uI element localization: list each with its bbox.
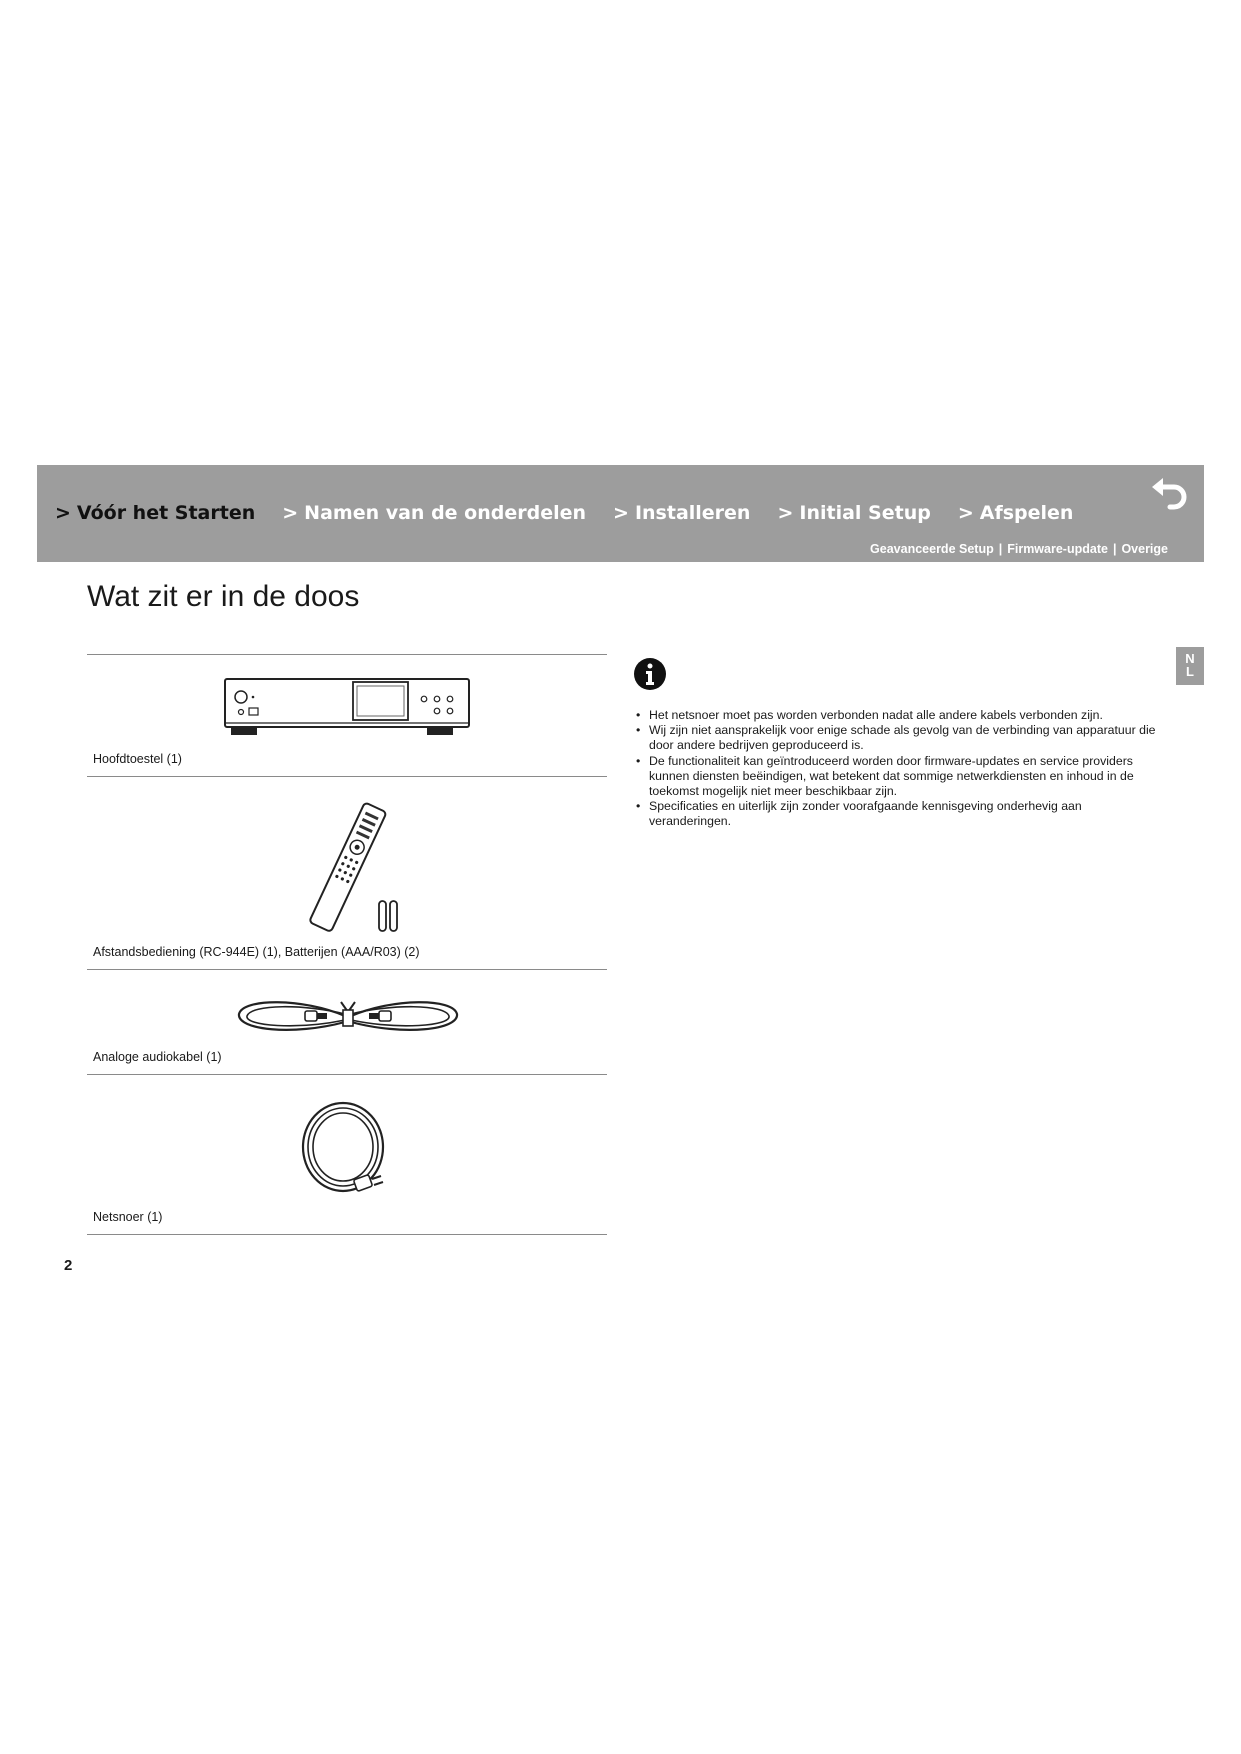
link-firmware-update[interactable]: Firmware-update: [1007, 542, 1108, 556]
tab-arrow: >: [55, 502, 71, 524]
item-caption: Hoofdtoestel (1): [93, 752, 182, 766]
power-cord-illustration: [297, 1099, 397, 1203]
link-geavanceerde-setup[interactable]: Geavanceerde Setup: [870, 542, 994, 556]
note-item: • Het netsnoer moet pas worden verbonden nadat alle andere kabels verbonden zijn.: [636, 708, 1156, 723]
separator: |: [998, 542, 1003, 556]
item-caption: Netsnoer (1): [93, 1210, 163, 1224]
notes-list: [636, 708, 1156, 830]
tab-voor-het-starten[interactable]: [55, 502, 255, 524]
list-item-main-unit: [87, 655, 607, 777]
tab-label: Installeren: [634, 502, 751, 524]
top-navigation-bar: [37, 465, 1204, 562]
item-caption: Analoge audiokabel (1): [93, 1050, 222, 1064]
note-item: • Wij zijn niet aansprakelijk voor enige schade als gevolg van de verbinding van apparatuur die door andere bedrijven geproduceerd is.: [636, 723, 1156, 753]
sub-navigation: [870, 542, 1168, 556]
info-icon: [633, 657, 667, 691]
list-item-power-cord: [87, 1075, 607, 1235]
tab-label: Vóór het Starten: [76, 502, 256, 524]
tab-label: Afspelen: [979, 502, 1074, 524]
tab-installeren[interactable]: [613, 502, 750, 524]
section-tabs: [55, 502, 1100, 524]
tab-namen-van-de-onderdelen[interactable]: [282, 502, 586, 524]
tab-initial-setup[interactable]: [777, 502, 930, 524]
note-item: • Specificaties en uiterlijk zijn zonder voorafgaande kennisgeving onderhevig aan veranderingen.: [636, 799, 1156, 829]
tab-label: Initial Setup: [799, 502, 931, 524]
page-title: Wat zit er in de doos: [87, 580, 360, 613]
list-item-remote-and-batteries: [87, 777, 607, 970]
tab-afspelen[interactable]: [958, 502, 1074, 524]
tab-arrow: >: [777, 502, 794, 524]
tab-arrow: >: [613, 502, 629, 524]
tab-arrow: >: [957, 502, 974, 524]
tab-label: Namen van de onderdelen: [304, 502, 587, 524]
list-item-audio-cable: [87, 970, 607, 1075]
language-tab[interactable]: [1176, 647, 1204, 685]
remote-and-batteries-illustration: [297, 799, 417, 939]
page-number: 2: [64, 1257, 73, 1274]
language-letter: N: [1185, 651, 1195, 666]
note-item: • De functionaliteit kan geïntroduceerd worden door firmware-updates en service providers kunnen diensten beëindigen, wat betekent dat sommige netwerkdiensten en inhoud in de toekomst mogelijk niet meer beschikbaar zijn.: [636, 754, 1156, 800]
return-arrow-icon[interactable]: [1150, 475, 1190, 511]
box-contents-list: [87, 654, 607, 1235]
main-unit-illustration: [223, 677, 473, 741]
audio-cable-illustration: [233, 992, 463, 1040]
link-overige[interactable]: Overige: [1121, 542, 1168, 556]
item-caption: Afstandsbediening (RC-944E) (1), Batterijen (AAA/R03) (2): [93, 945, 420, 959]
language-letter: L: [1186, 664, 1194, 679]
tab-arrow: >: [282, 502, 299, 524]
separator: |: [1112, 542, 1117, 556]
